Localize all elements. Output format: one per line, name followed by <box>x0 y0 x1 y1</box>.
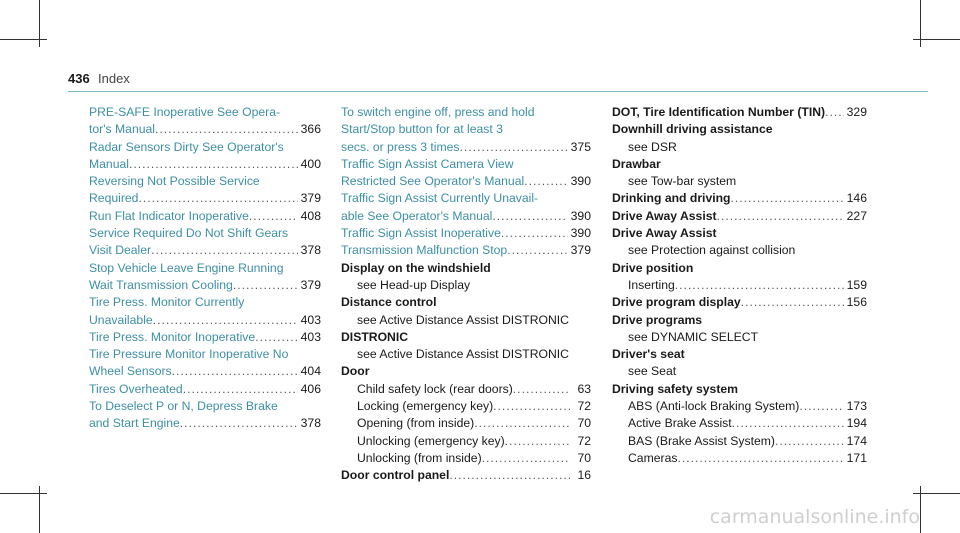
leader-dots <box>775 433 844 450</box>
index-subentry: see Tow-bar system <box>628 174 737 189</box>
entry-text: Locking (emergency key) <box>357 399 494 414</box>
entry-text: Unavailable <box>89 312 153 327</box>
page-ref[interactable]: 16 <box>577 468 591 483</box>
entry-text: Unlocking (from inside) <box>357 450 482 465</box>
entry-text: able See Operator's Manual <box>341 208 493 223</box>
index-column-3 <box>612 104 867 467</box>
index-entry-link[interactable]: Service Required Do Not Shift Gears <box>89 226 289 241</box>
entry-text: BAS (Brake Assist System) <box>628 433 775 448</box>
entry-text: Run Flat Indicator Inoperative <box>89 208 249 223</box>
page-header <box>68 69 928 91</box>
leader-dots <box>129 156 298 173</box>
watermark: carmanualsonline.info <box>709 506 920 528</box>
leader-dots <box>825 104 844 121</box>
page-ref[interactable]: 390 <box>570 208 591 223</box>
page-ref[interactable]: 63 <box>577 381 591 396</box>
index-entry <box>612 415 867 432</box>
entry-text: Tire Press. Monitor Inoperative <box>89 329 256 344</box>
crop-mark <box>913 39 960 40</box>
leader-dots <box>249 208 298 225</box>
page-ref[interactable]: 194 <box>846 416 867 431</box>
index-heading: Display on the windshield <box>341 260 491 275</box>
page-ref[interactable]: 159 <box>846 277 867 292</box>
page-ref[interactable]: 379 <box>570 243 591 258</box>
index-heading: Driver's seat <box>612 347 685 362</box>
page-ref[interactable]: 227 <box>846 208 867 223</box>
index-heading: Drawbar <box>612 156 661 171</box>
leader-dots <box>449 467 570 484</box>
index-heading: Drive Away Assist <box>612 226 717 241</box>
index-entry[interactable] <box>89 190 321 207</box>
index-column-1 <box>89 104 321 433</box>
leader-dots <box>675 277 844 294</box>
page-ref[interactable]: 70 <box>577 450 591 465</box>
index-heading: Downhill driving assistance <box>612 122 773 137</box>
index-entry[interactable] <box>89 312 321 329</box>
leader-dots <box>255 329 297 346</box>
index-entry-link[interactable]: PRE-SAFE Inoperative See Opera- <box>89 105 281 119</box>
page-ref[interactable]: 72 <box>577 433 591 448</box>
index-entry <box>612 294 867 311</box>
page-ref[interactable]: 378 <box>300 416 321 431</box>
leader-dots <box>183 381 298 398</box>
entry-text: Required <box>89 191 139 206</box>
entry-text: and Start Engine <box>89 416 180 431</box>
index-entry-link[interactable]: Stop Vehicle Leave Engine Running <box>89 260 284 275</box>
leader-dots <box>172 363 298 380</box>
page-ref[interactable]: 146 <box>846 191 867 206</box>
index-entry <box>341 450 591 467</box>
leader-dots <box>493 398 570 415</box>
index-entry-link[interactable]: Radar Sensors Dirty See Operator's <box>89 139 284 154</box>
index-heading: DISTRONIC <box>341 329 409 344</box>
index-subentry: see Protection against collision <box>628 243 796 258</box>
entry-text: Door control panel <box>341 468 450 483</box>
entry-text: Wheel Sensors <box>89 364 172 379</box>
leader-dots <box>799 398 843 415</box>
page-ref[interactable]: 400 <box>300 156 321 171</box>
index-entry <box>612 450 867 467</box>
entry-text: Wait Transmission Cooling <box>89 277 233 292</box>
entry-text: Active Brake Assist <box>628 416 732 431</box>
page-ref[interactable]: 379 <box>300 191 321 206</box>
crop-mark <box>913 493 960 494</box>
index-entry[interactable] <box>89 329 321 346</box>
index-entry[interactable] <box>89 121 321 138</box>
index-entry-link[interactable]: Traffic Sign Assist Camera View <box>341 156 514 171</box>
leader-dots <box>731 190 844 207</box>
page-ref[interactable]: 171 <box>846 450 867 465</box>
leader-dots <box>507 242 567 259</box>
leader-dots <box>513 381 570 398</box>
entry-text: Drinking and driving <box>612 191 731 206</box>
index-entry-link[interactable]: To Deselect P or N, Depress Brake <box>89 399 278 414</box>
crop-mark <box>0 39 47 40</box>
index-heading: Driving safety system <box>612 381 738 396</box>
index-entry[interactable] <box>89 242 321 259</box>
page-ref[interactable]: 403 <box>300 312 321 327</box>
index-column-2 <box>341 104 591 485</box>
page-ref[interactable]: 375 <box>570 139 591 154</box>
page-ref[interactable]: 406 <box>300 381 321 396</box>
index-entry <box>341 433 591 450</box>
entry-text: Traffic Sign Assist Inoperative <box>341 226 501 241</box>
entry-text: DOT, Tire Identification Number (TIN) <box>612 105 826 119</box>
index-entry-link[interactable]: Tire Pressure Monitor Inoperative No <box>89 347 289 362</box>
index-entry[interactable] <box>341 242 591 259</box>
page-ref[interactable]: 379 <box>300 277 321 292</box>
leader-dots <box>474 415 570 432</box>
index-subentry: see Active Distance Assist DISTRONIC <box>357 347 569 362</box>
page-ref[interactable]: 390 <box>570 174 591 189</box>
index-entry <box>612 277 867 294</box>
leader-dots <box>155 121 298 138</box>
entry-text: Restricted See Operator's Manual <box>341 174 525 189</box>
page-ref[interactable]: 329 <box>846 105 867 119</box>
index-subentry: see Head-up Display <box>357 277 471 292</box>
index-entry[interactable] <box>89 363 321 380</box>
index-entry-link[interactable]: Reversing Not Possible Service <box>89 174 260 189</box>
entry-text: Visit Dealer <box>89 243 152 258</box>
page-ref[interactable]: 403 <box>300 329 321 344</box>
leader-dots <box>677 450 843 467</box>
entry-text: ABS (Anti-lock Braking System) <box>628 399 800 414</box>
crop-mark <box>0 493 47 494</box>
page-ref[interactable]: 173 <box>846 399 867 414</box>
index-entry <box>612 208 867 225</box>
leader-dots <box>505 433 570 450</box>
index-entry-link[interactable]: Tire Press. Monitor Currently <box>89 295 245 310</box>
page-ref[interactable]: 378 <box>300 243 321 258</box>
entry-text: Tires Overheated <box>89 381 183 396</box>
entry-text: Child safety lock (rear doors) <box>357 381 513 396</box>
leader-dots <box>138 190 297 207</box>
leader-dots <box>492 208 567 225</box>
entry-text: Unlocking (emergency key) <box>357 433 505 448</box>
index-entry <box>612 190 867 207</box>
entry-text: Cameras <box>628 450 678 465</box>
index-entry[interactable] <box>89 277 321 294</box>
entry-text: Manual <box>89 156 129 171</box>
index-subentry: see DYNAMIC SELECT <box>628 329 759 344</box>
page-ref[interactable]: 390 <box>570 226 591 241</box>
entry-text: tor's Manual <box>89 122 156 137</box>
page-ref[interactable]: 404 <box>300 364 321 379</box>
index-subentry: see DSR <box>628 139 677 154</box>
leader-dots <box>732 415 844 432</box>
entry-text: Opening (from inside) <box>357 416 475 431</box>
index-entry[interactable] <box>341 225 591 242</box>
entry-text: Drive Away Assist <box>612 208 717 223</box>
index-subentry: see Seat <box>628 364 677 379</box>
index-entry[interactable] <box>341 208 591 225</box>
page-number: 436 <box>68 71 90 86</box>
leader-dots <box>482 450 570 467</box>
entry-text: Drive program display <box>612 295 741 310</box>
index-entry <box>341 467 591 484</box>
page-ref[interactable]: 156 <box>846 295 867 310</box>
entry-text: Transmission Malfunction Stop <box>341 243 508 258</box>
index-entry <box>612 433 867 450</box>
index-entry[interactable] <box>89 156 321 173</box>
page-ref[interactable]: 70 <box>577 416 591 431</box>
index-entry <box>612 104 867 121</box>
entry-text: Inserting <box>628 277 675 292</box>
leader-dots <box>501 225 568 242</box>
section-title: Index <box>98 71 130 86</box>
index-entry-link[interactable]: To switch engine off, press and hold <box>341 105 535 119</box>
leader-dots <box>717 208 844 225</box>
index-entry <box>341 381 591 398</box>
index-entry[interactable] <box>89 415 321 432</box>
leader-dots <box>180 415 298 432</box>
index-entry-link[interactable]: Start/Stop button for at least 3 <box>341 122 503 137</box>
page-ref[interactable]: 72 <box>577 399 591 414</box>
header-rule <box>68 91 928 92</box>
leader-dots <box>233 277 298 294</box>
index-entry[interactable] <box>341 139 591 156</box>
index-heading: Drive programs <box>612 312 703 327</box>
index-entry[interactable] <box>89 208 321 225</box>
leader-dots <box>151 242 298 259</box>
leader-dots <box>153 312 298 329</box>
leader-dots <box>741 294 844 311</box>
index-entry[interactable] <box>89 381 321 398</box>
entry-text: secs. or press 3 times <box>341 139 460 154</box>
index-entry <box>341 415 591 432</box>
leader-dots <box>460 139 568 156</box>
index-entry <box>341 398 591 415</box>
index-subentry: see Active Distance Assist DISTRONIC <box>357 312 569 327</box>
index-heading: Door <box>341 364 370 379</box>
page-ref[interactable]: 408 <box>300 208 321 223</box>
index-entry[interactable] <box>341 173 591 190</box>
page-ref[interactable]: 366 <box>300 122 321 137</box>
index-entry <box>612 398 867 415</box>
index-entry-link[interactable]: Traffic Sign Assist Currently Unavail- <box>341 191 539 206</box>
index-heading: Drive position <box>612 260 694 275</box>
index-heading: Distance control <box>341 295 437 310</box>
leader-dots <box>524 173 567 190</box>
page-ref[interactable]: 174 <box>846 433 867 448</box>
